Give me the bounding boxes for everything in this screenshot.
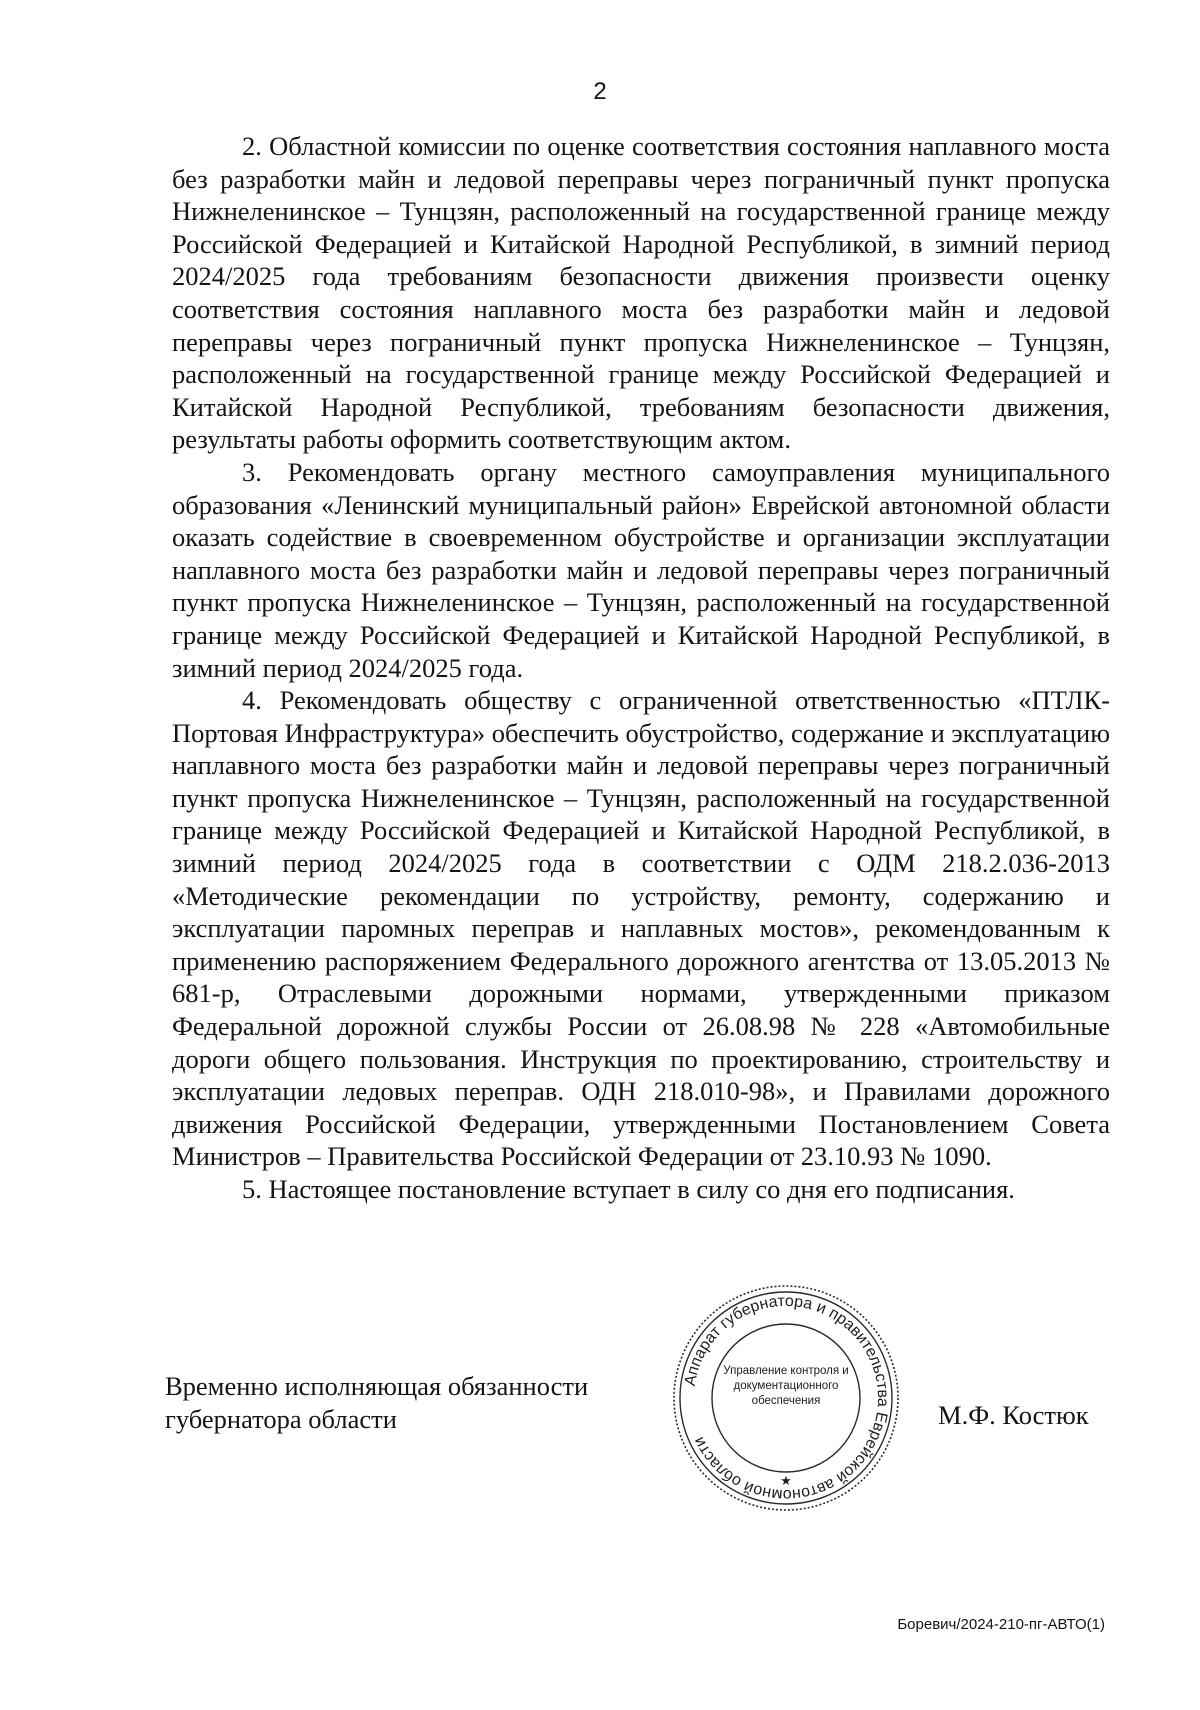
signatory-title-line2: губернатора области — [165, 1404, 397, 1434]
paragraph-5: 5. Настоящее постановление вступает в силу со дня его подписания. — [242, 1174, 1015, 1204]
signatory-title-line1: Временно исполняющая обязанности — [165, 1371, 589, 1401]
paragraph-4: 4. Рекомендовать обществу с ограниченной ответственностью «ПТЛК-Портовая Инфраструктура» обеспечить обустройство, содержание и эксплуатацию наплавного моста без разработки майн и ледовой переправы через пограничный пункт пропуска Нижнеленинское – Тунцзян, расположенный на государственной границе между Российской Федерацией и Китайской Народной Республикой, в зимний период 2024/2025 года в соответствии с ОДМ 218.2.036-2013 «Методические рекомендации по устройству, ремонту, содержанию и эксплуатации паромных переправ и наплавных мостов», рекомендованным к применению распоряжением Федерального дорожного агентства от 13.05.2013 № 681-р, Отраслевыми дорожными нормами, утвержденными приказом Федеральной дорожной службы России от 26.08.98 № 228 «Автомобильные дороги общего пользования. Инструкция по проектированию, строительству и эксплуатации ледовых переправ. ОДН 218.010-98», и Правилами дорожного движения Российской Федерации, утвержденными Постановлением Совета Министров – Правительства Российской Федерации от 23.10.93 № 1090. — [172, 685, 1110, 1172]
stamp-inner-line3: обеспечения — [751, 1395, 821, 1407]
stamp-inner-line2: документационного — [733, 1380, 839, 1392]
document-code: Боревич/2024-210-пг-АВТО(1) — [897, 1616, 1105, 1633]
stamp-inner-text — [714, 1364, 858, 1409]
paragraph-3: 3. Рекомендовать органу местного самоуправления муниципального образования «Ленинский муниципальный район» Еврейской автономной области оказать содействие в своевременном обустройстве и организации эксплуатации наплавного моста без разработки майн и ледовой переправы через пограничный пункт пропуска Нижнеленинское – Тунцзян, расположенный на государственной границе между Российской Федерацией и Китайской Народной Республикой, в зимний период 2024/2025 года. — [172, 456, 1110, 683]
paragraph-2: 2. Областной комиссии по оценке соответствия состояния наплавного моста без разработки майн и ледовой переправы через пограничный пункт пропуска Нижнеленинское – Тунцзян, расположенный на государственной границе между Российской Федерацией и Китайской Народной Республикой, в зимний период 2024/2025 года требованиям безопасности движения произвести оценку соответствия состояния наплавного моста без разработки майн и ледовой переправы через пограничный пункт пропуска Нижнеленинское – Тунцзян, расположенный на государственной границе между Российской Федерацией и Китайской Народной Республикой, требованиям безопасности движения, результаты работы оформить соответствующим актом. — [172, 131, 1110, 455]
stamp-outer-textpath: Аппарат губернатора и правительства Еврейской автономной области — [681, 1292, 892, 1504]
page-number: 2 — [593, 78, 607, 105]
signatory-title — [165, 1370, 588, 1436]
stamp-inner-line1: Управление контроля и — [723, 1365, 849, 1377]
document-body — [172, 130, 1110, 1206]
stamp-star-icon: ★ — [780, 1473, 792, 1488]
signatory-name: М.Ф. Костюк — [938, 1400, 1089, 1430]
official-stamp — [670, 1282, 902, 1514]
